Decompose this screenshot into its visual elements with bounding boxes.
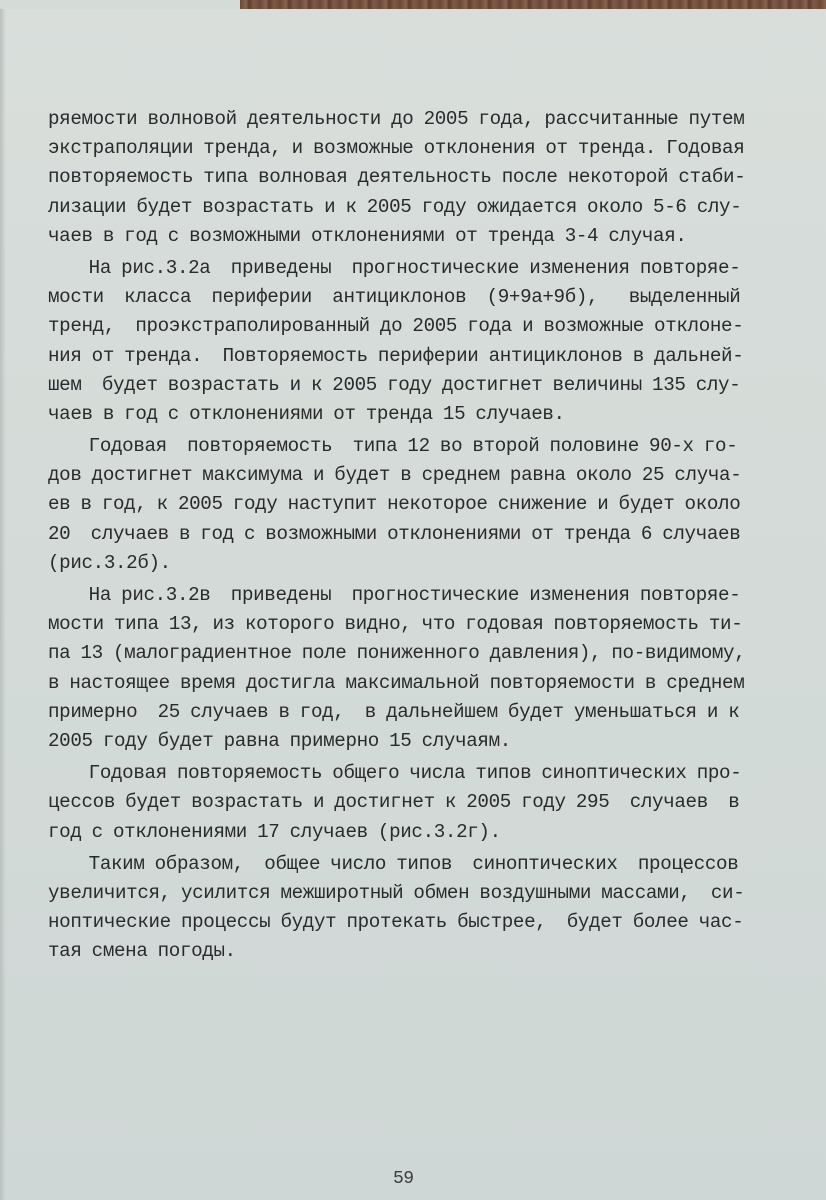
paragraph-fig-3-2a xyxy=(48,254,763,429)
text-line: шем будет возрастать и к 2005 году достигнет величины 135 слу- xyxy=(48,373,741,396)
text-line: в настоящее время достигла максимальной повторяемости в среднем xyxy=(48,671,745,694)
text-line: чаев в год с отклонениями от тренда 15 случаев. xyxy=(48,402,565,425)
text-line: На рис.3.2в приведены прогностические изменения повторяе- xyxy=(48,584,741,606)
background-wood-surface xyxy=(240,0,826,9)
text-line: 20 случаев в год с возможными отклонениями от тренда 6 случаев xyxy=(48,522,741,545)
text-line: (рис.3.2б). xyxy=(48,551,171,574)
text-line: Таким образом, общее число типов синоптических процессов xyxy=(48,852,739,875)
text-line: тренд, проэкстраполированный до 2005 года и возможные отклоне- xyxy=(48,315,744,338)
paragraph-conclusion xyxy=(48,850,763,967)
text-line: цессов будет возрастать и достигнет к 2005 году 295 случаев в xyxy=(48,791,740,814)
text-line: ния от тренда. Повторяемость периферии антициклонов в дальней- xyxy=(48,344,744,367)
text-line: Годовая повторяемость типа 12 во второй половине 90-х го- xyxy=(48,435,738,458)
text-line: ев в год, к 2005 году наступит некоторое снижение и будет около xyxy=(48,493,741,516)
text-line: па 13 (малоградиентное поле пониженного давления), по-видимому, xyxy=(48,642,746,665)
text-line: На рис.3.2а приведены прогностические изменения повторяе- xyxy=(48,256,741,279)
text-line: мости класса периферии антициклонов (9+9а+9б), выделенный xyxy=(48,286,741,309)
paragraph-total-types xyxy=(48,759,763,847)
text-line: год с отклонениями 17 случаев (рис.3.2г). xyxy=(48,820,501,843)
paragraph-type-12 xyxy=(48,432,763,578)
page-number: 59 xyxy=(393,1169,414,1189)
paragraph-wave-activity xyxy=(48,105,763,251)
text-line: лизации будет возрастать и к 2005 году ожидается около 5-6 слу- xyxy=(48,195,742,218)
text-line: дов достигнет максимума и будет в среднем равна около 25 случа- xyxy=(48,464,742,487)
document-page xyxy=(0,9,826,1200)
text-line: чаев в год с возможными отклонениями от тренда 3-4 случая. xyxy=(48,224,687,247)
text-line: экстраполяции тренда, и возможные отклонения от тренда. Годовая xyxy=(48,137,745,160)
text-line: увеличится, усилится межширотный обмен воздушными массами, си- xyxy=(48,881,745,904)
text-line: мости типа 13, из которого видно, что годовая повторяемость ти- xyxy=(48,613,743,636)
text-line: ряемости волновой деятельности до 2005 года, рассчитанные путем xyxy=(48,108,745,130)
text-line: ноптические процессы будут протекать быстрее, будет более час- xyxy=(48,911,744,934)
text-line: тая смена погоды. xyxy=(48,940,236,963)
text-line: примерно 25 случаев в год, в дальнейшем будет уменьшаться и к xyxy=(48,700,740,723)
text-line: повторяемость типа волновая деятельность после некоторой стаби- xyxy=(48,166,746,189)
body-text xyxy=(48,105,763,966)
paragraph-fig-3-2v xyxy=(48,581,763,756)
text-line: 2005 году будет равна примерно 15 случаям. xyxy=(48,729,511,752)
text-line: Годовая повторяемость общего числа типов синоптических про- xyxy=(48,762,742,785)
